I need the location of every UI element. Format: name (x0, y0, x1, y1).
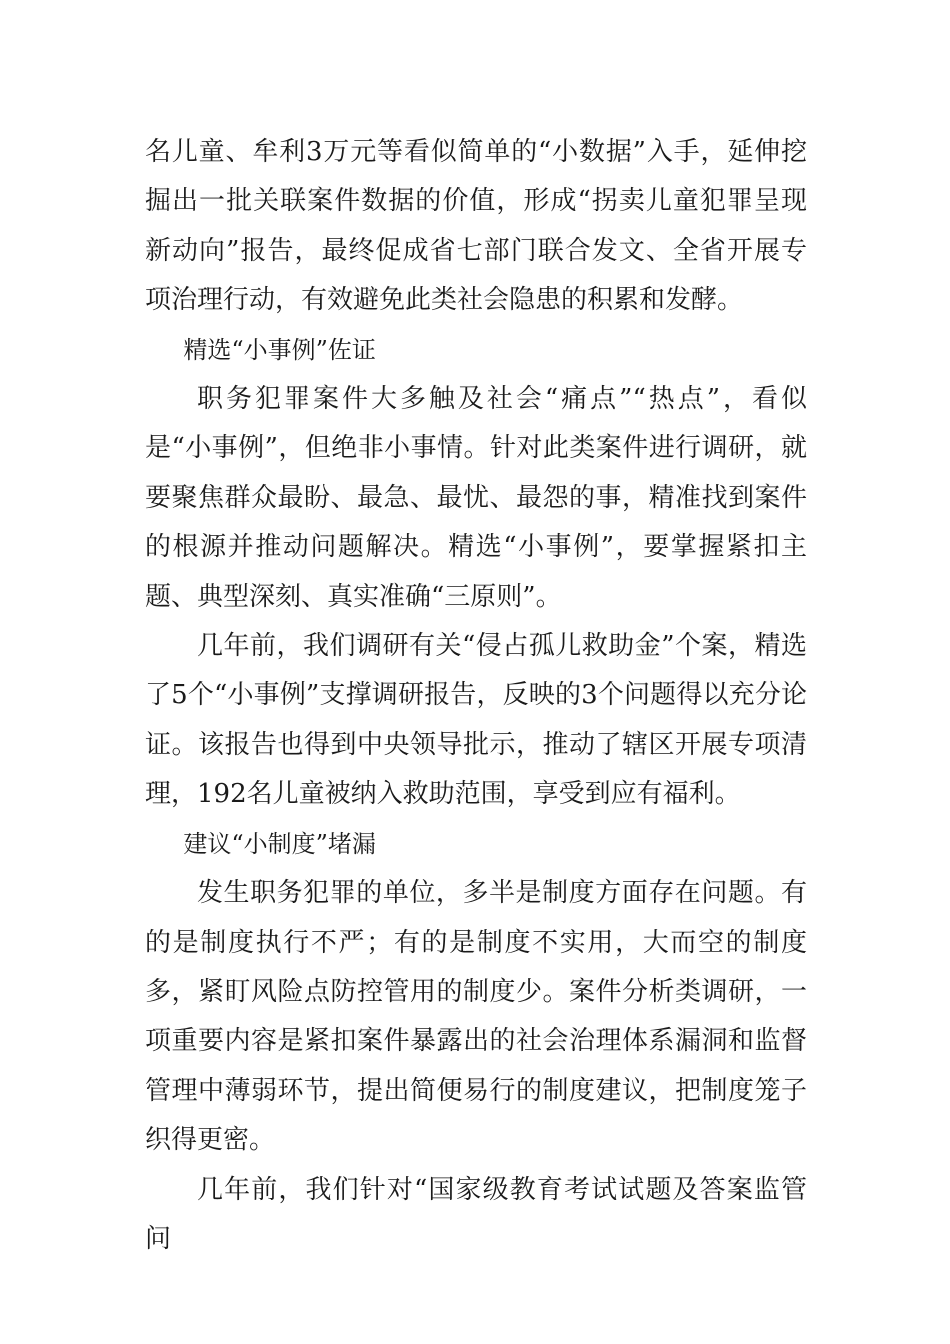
section-heading-small-examples: 精选“小事例”佐证 (183, 335, 376, 364)
section-heading-small-systems: 建议“小制度”堵漏 (183, 829, 376, 858)
paragraph-examples-case: 几年前，我们调研有关“侵占孤儿救助金”个案，精选了5个“小事例”支撑调研报告，反映的3个问题得以充分论证。该报告也得到中央领导批示，推动了辖区开展专项清理，192名儿童被纳入救助范围，享受到应有福利。 (145, 631, 807, 810)
paragraph-systems-intro: 发生职务犯罪的单位，多半是制度方面存在问题。有的是制度执行不严；有的是制度不实用，大而空的制度多，紧盯风险点防控管用的制度少。案件分析类调研，一项重要内容是紧扣案件暴露出的社会治理体系漏洞和监督管理中薄弱环节，提出简便易行的制度建议，把制度笼子织得更密。 (145, 878, 807, 1156)
paragraph-continued: 名儿童、牟利3万元等看似简单的“小数据”入手，延伸挖掘出一批关联案件数据的价值，形成“拐卖儿童犯罪呈现新动向”报告，最终促成省七部门联合发文、全省开展专项治理行动，有效避免此类社会隐患的积累和发酵。 (145, 137, 807, 316)
article-body (145, 128, 807, 1264)
paragraph-systems-case: 几年前，我们针对“国家级教育考试试题及答案监管问 (145, 1174, 807, 1254)
paragraph-examples-intro: 职务犯罪案件大多触及社会“痛点”“热点”，看似是“小事例”，但绝非小事情。针对此类案件进行调研，就要聚焦群众最盼、最急、最忧、最怨的事，精准找到案件的根源并推动问题解决。精选“小事例”，要掌握紧扣主题、典型深刻、真实准确“三原则”。 (145, 384, 807, 612)
